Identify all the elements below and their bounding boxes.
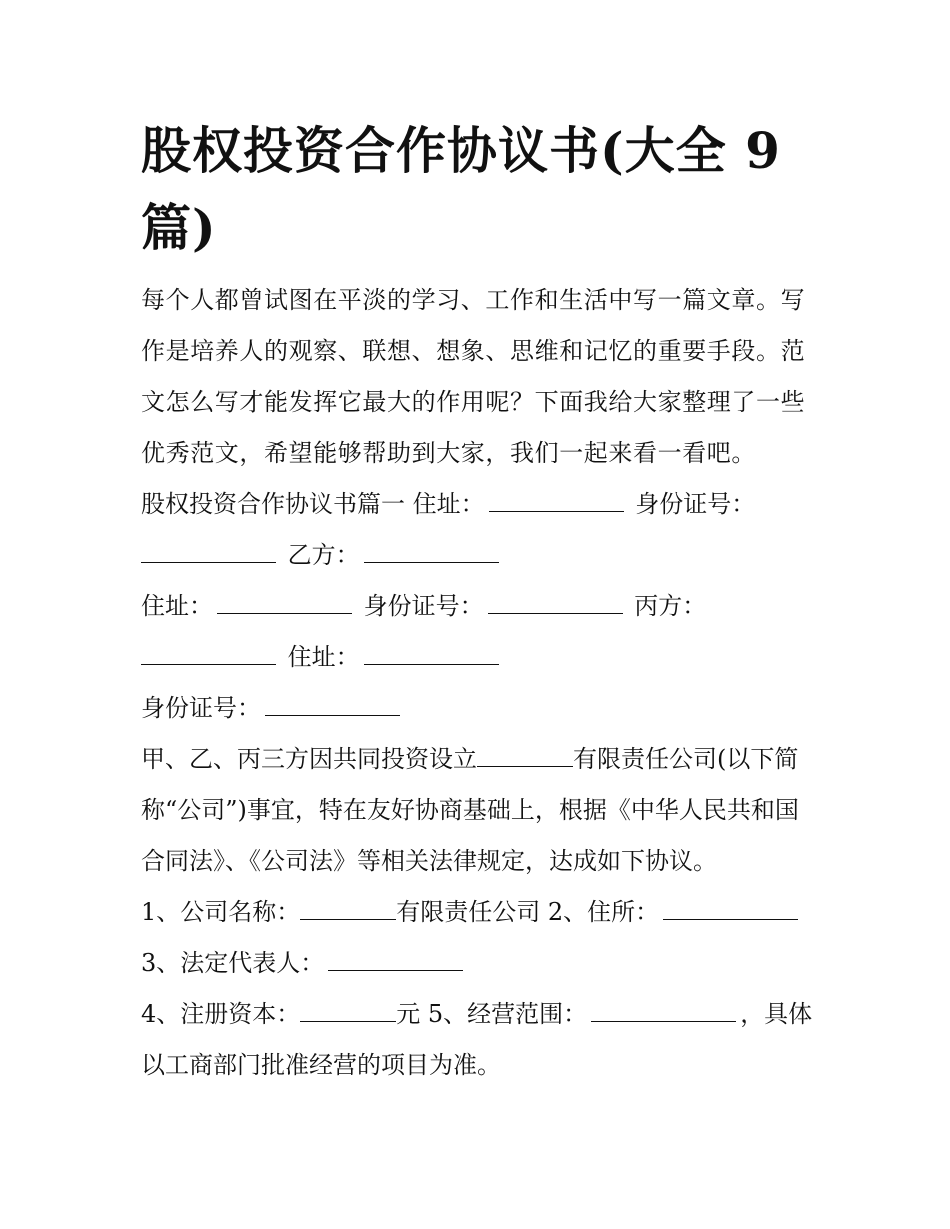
party-a-id-label: 身份证号： — [635, 490, 756, 518]
party-a-heading: 股权投资合作协议书篇一 住址： — [141, 490, 485, 518]
item-5-suffix: ，具体以工商部门批准经营的项目为准。 — [141, 1000, 813, 1079]
party-b-details-line — [141, 581, 821, 632]
party-b-line — [141, 530, 821, 581]
item-3-label: 3、法定代表人： — [141, 949, 325, 977]
intro-paragraph: 每个人都曾试图在平淡的学习、工作和生活中写一篇文章。写作是培养人的观察、联想、想象、思维和记忆的重要手段。范文怎么写才能发挥它最大的作用呢？下面我给大家整理了一些优秀范文，希望能够帮助到大家，我们一起来看一看吧。 — [141, 286, 806, 467]
agreement-paragraph — [141, 734, 821, 887]
party-b-name-blank — [364, 540, 499, 563]
item-3-blank — [328, 948, 463, 971]
party-c-name-blank — [141, 642, 276, 665]
party-c-id-line — [141, 683, 821, 734]
item-4-blank — [300, 999, 396, 1022]
party-a-line — [141, 479, 821, 530]
document-body — [141, 275, 821, 1091]
item-1-blank — [300, 897, 396, 920]
party-c-id-label: 身份证号： — [141, 694, 261, 722]
item-1-label: 1、公司名称： — [141, 898, 301, 926]
item-2-blank — [663, 897, 798, 920]
party-c-address-blank — [364, 642, 499, 665]
document-title: 股权投资合作协议书(大全 9 篇) — [141, 121, 781, 257]
party-c-line — [141, 632, 821, 683]
company-name-blank — [477, 744, 573, 767]
party-b-id-blank — [488, 591, 623, 614]
item-5-blank — [591, 999, 736, 1022]
item-1-suffix: 有限责任公司 2、住所： — [396, 898, 660, 926]
agreement-part2: 有限责任公司(以下简称“公司”)事宜，特在友好协商基础上，根据《中华人民共和国合同法》、《公司法》等相关法律规定，达成如下协议。 — [141, 745, 799, 875]
party-c-label: 丙方： — [634, 592, 707, 620]
party-b-id-label: 身份证号： — [363, 592, 484, 620]
party-c-id-blank — [265, 693, 400, 716]
item-1-line — [141, 887, 821, 938]
item-3-line — [141, 938, 821, 989]
party-b-address-label: 住址： — [141, 592, 213, 620]
item-4-label: 4、注册资本： — [141, 1000, 301, 1028]
party-b-address-blank — [217, 591, 352, 614]
party-c-address-label: 住址： — [287, 643, 360, 671]
party-a-id-blank — [141, 540, 276, 563]
agreement-part1: 甲、乙、丙三方因共同投资设立 — [141, 745, 477, 773]
item-4-line — [141, 989, 821, 1091]
party-b-label: 乙方： — [287, 541, 360, 569]
party-a-address-blank — [489, 489, 624, 512]
item-4-suffix: 元 5、经营范围： — [396, 1000, 588, 1028]
